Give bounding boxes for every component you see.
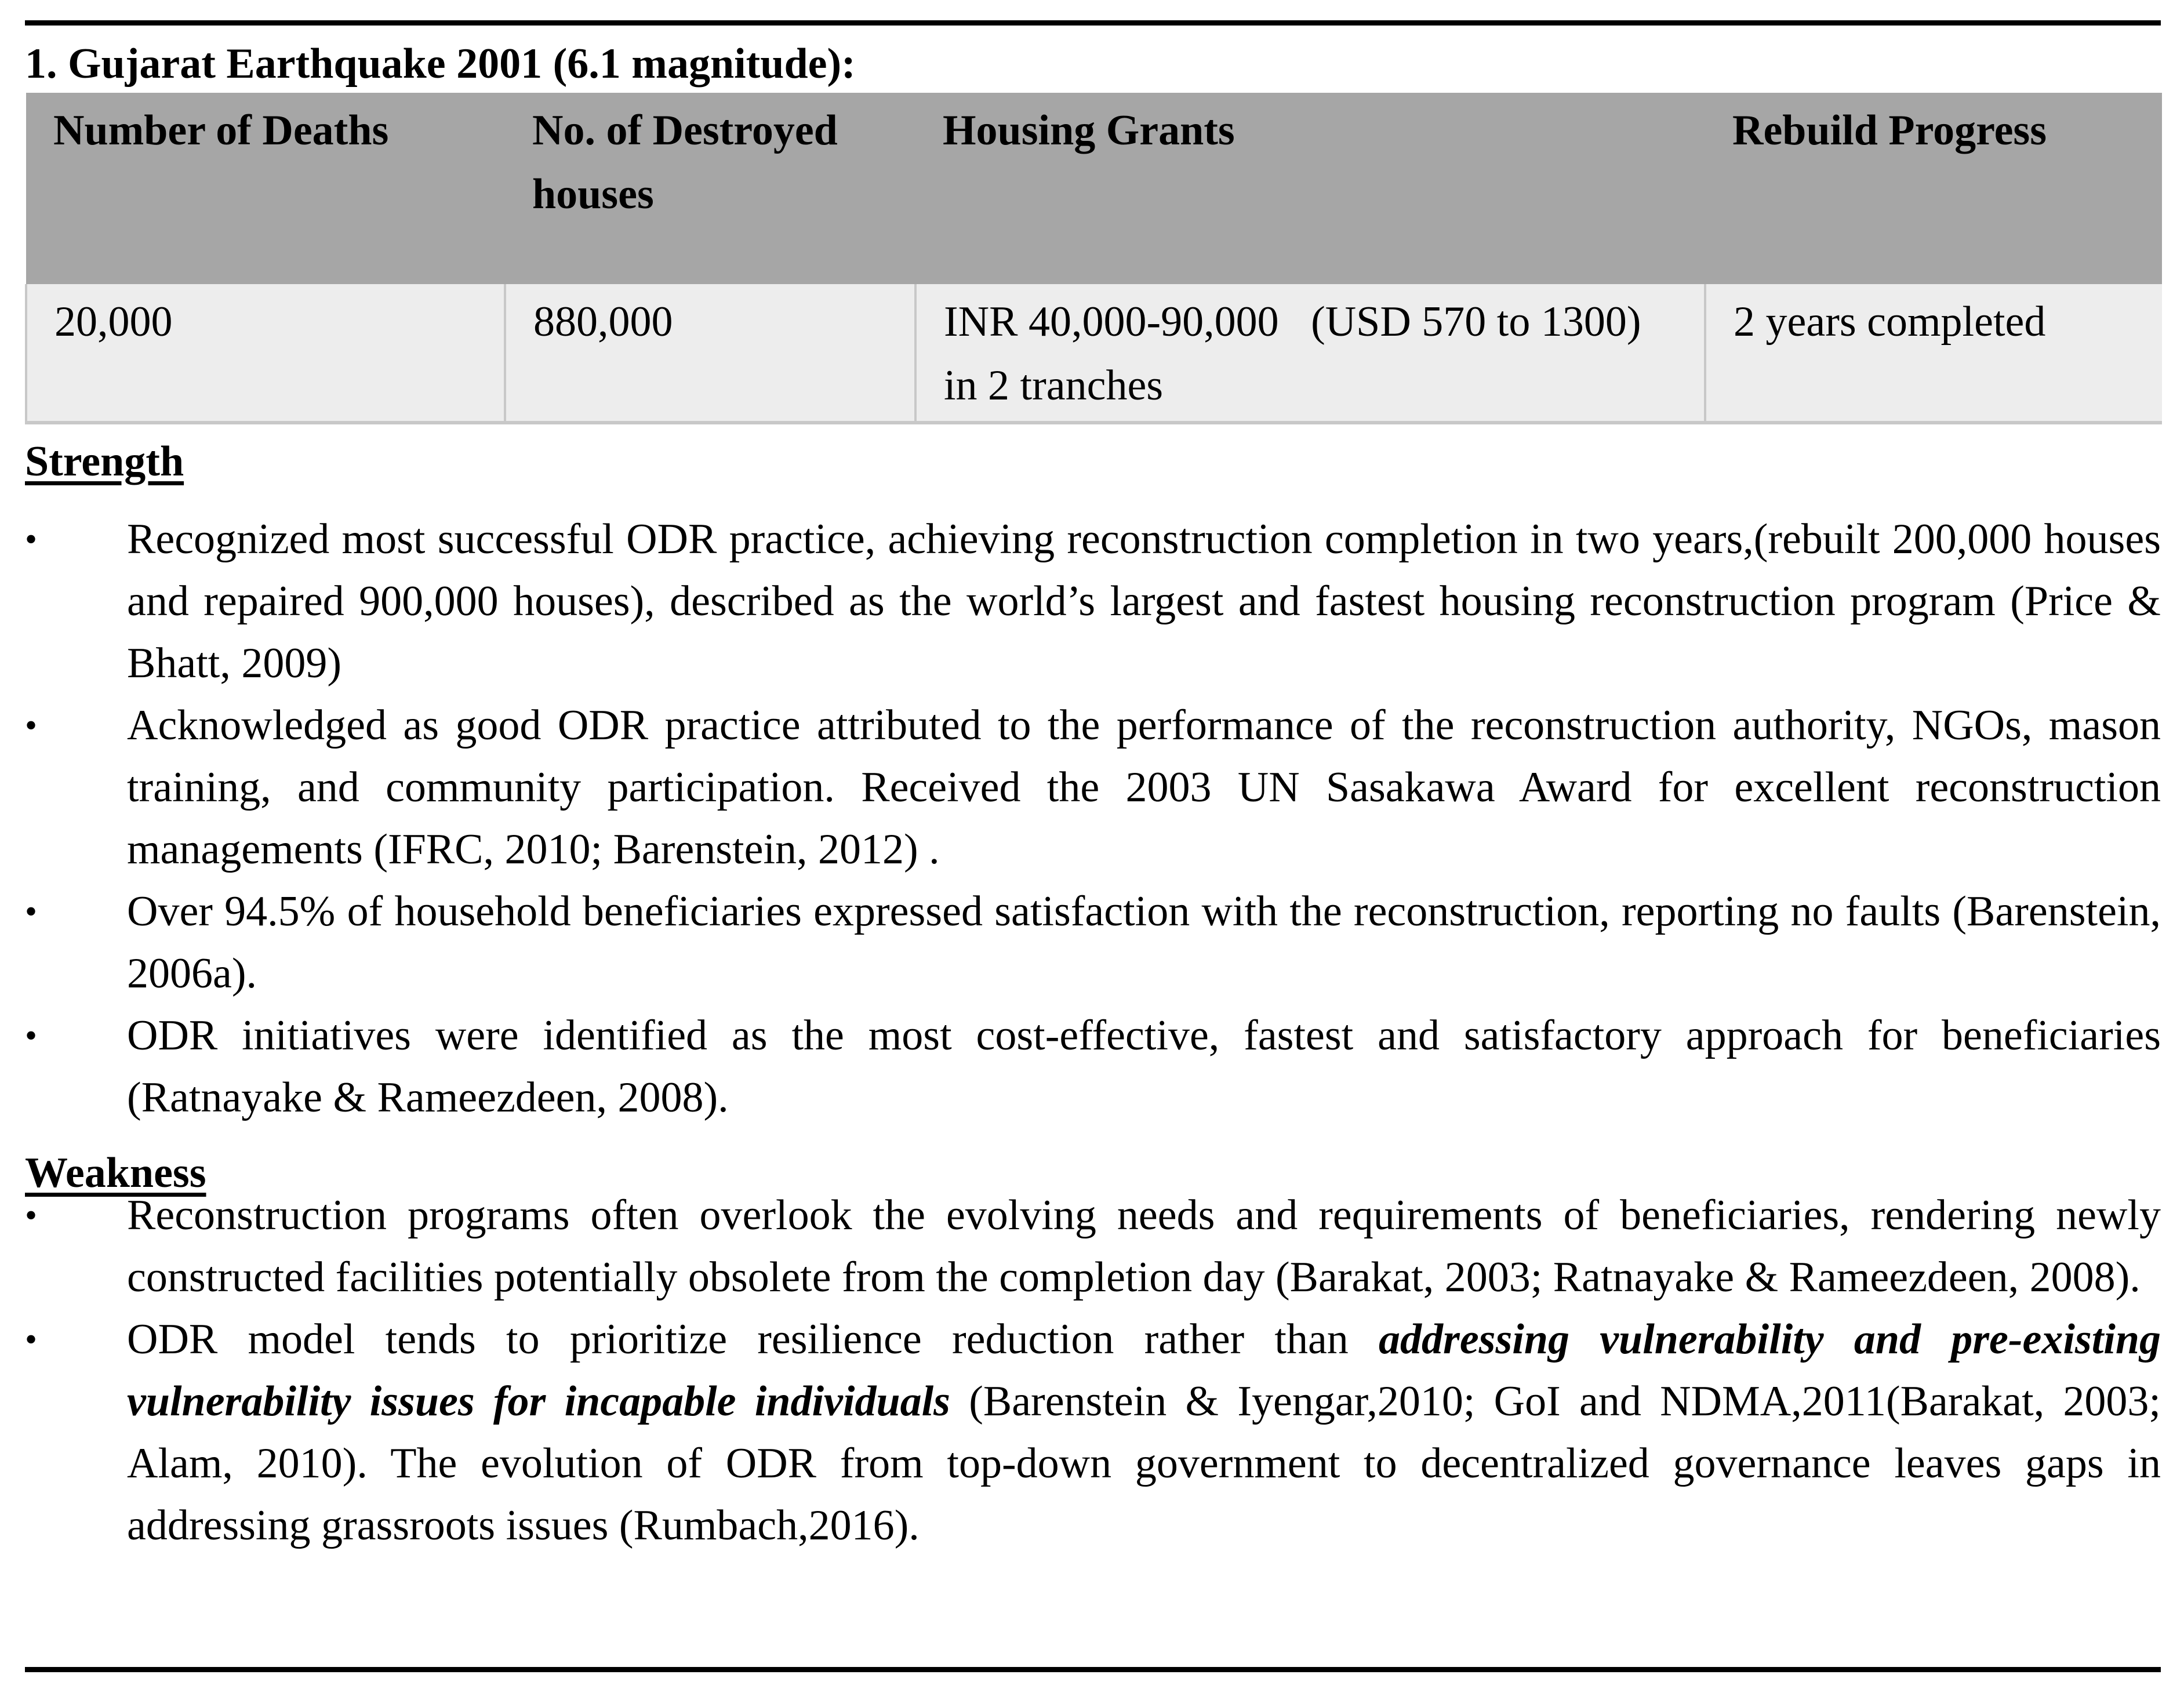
list-item [25,881,2161,1005]
weakness-heading: Weakness [25,1149,206,1197]
table-row [26,284,2162,423]
weakness-item-text-after: (Barenstein & Iyengar,2010; GoI and NDMA,2011(Barakat, 2003; Alam, 2010). The evolution of ODR from top-down government to decentralized governance leaves gaps in addressing grassroots issues (Rumbach,2016). [127,1378,2161,1549]
cell-rebuild-progress: 2 years completed [1705,284,2162,423]
list-item [25,1005,2161,1129]
bullet-icon: • [25,520,38,558]
table-header-row [26,93,2162,284]
strength-item-text: Acknowledged as good ODR practice attributed to the performance of the reconstruction authority, NGOs, mason training, and community participation. Received the 2003 UN Sasakawa Award for excellent reconstruction managements (IFRC, 2010; Barenstein, 2012) . [127,702,2161,873]
earthquake-stats-table [25,93,2162,424]
strength-item-text: Over 94.5% of household beneficiaries expressed satisfaction with the reconstruction, reporting no faults (Barenstein, 2006a). [127,888,2161,997]
header-number-of-deaths: Number of Deaths [26,93,505,284]
weakness-list [25,1185,2161,1557]
list-item [25,1309,2161,1557]
strength-item-text: Recognized most successful ODR practice, achieving reconstruction completion in two years,(rebuilt 200,000 houses and repaired 900,000 houses), described as the world’s largest and fastest housing reconstruction program (Price & Bhatt, 2009) [127,515,2161,687]
top-rule [25,20,2161,26]
weakness-item-emphasis: addressing vulnerability and pre-existing vulnerability issues for incapable individuals [127,1316,2161,1425]
list-item [25,1185,2161,1309]
cell-housing-grants: INR 40,000-90,000 (USD 570 to 1300) in 2 tranches [915,284,1705,423]
header-destroyed-houses: No. of Destroyed houses [505,93,915,284]
weakness-item-text: Reconstruction programs often overlook the evolving needs and requirements of beneficiaries, rendering newly constructed facilities potentially obsolete from the completion day (Barakat, 2003; Ratnayake & Rameezdeen, 2008). [127,1192,2161,1301]
strength-heading: Strength [25,438,184,485]
header-rebuild-progress: Rebuild Progress [1705,93,2162,284]
bullet-icon: • [25,892,38,931]
header-housing-grants: Housing Grants [915,93,1705,284]
bullet-icon: • [25,706,38,744]
bottom-rule [25,1667,2161,1672]
section-title: 1. Gujarat Earthquake 2001 (6.1 magnitude): [25,40,856,88]
strength-item-text: ODR initiatives were identified as the most cost-effective, fastest and satisfactory approach for beneficiaries (Ratnayake & Rameezdeen, 2008). [127,1012,2161,1121]
strength-list [25,508,2161,1129]
list-item [25,508,2161,695]
weakness-item-text-before: ODR model tends to prioritize resilience reduction rather than [127,1316,1379,1363]
bullet-icon: • [25,1320,38,1359]
bullet-icon: • [25,1016,38,1055]
cell-destroyed-houses: 880,000 [505,284,915,423]
cell-deaths: 20,000 [26,284,505,423]
list-item [25,695,2161,881]
bullet-icon: • [25,1196,38,1234]
